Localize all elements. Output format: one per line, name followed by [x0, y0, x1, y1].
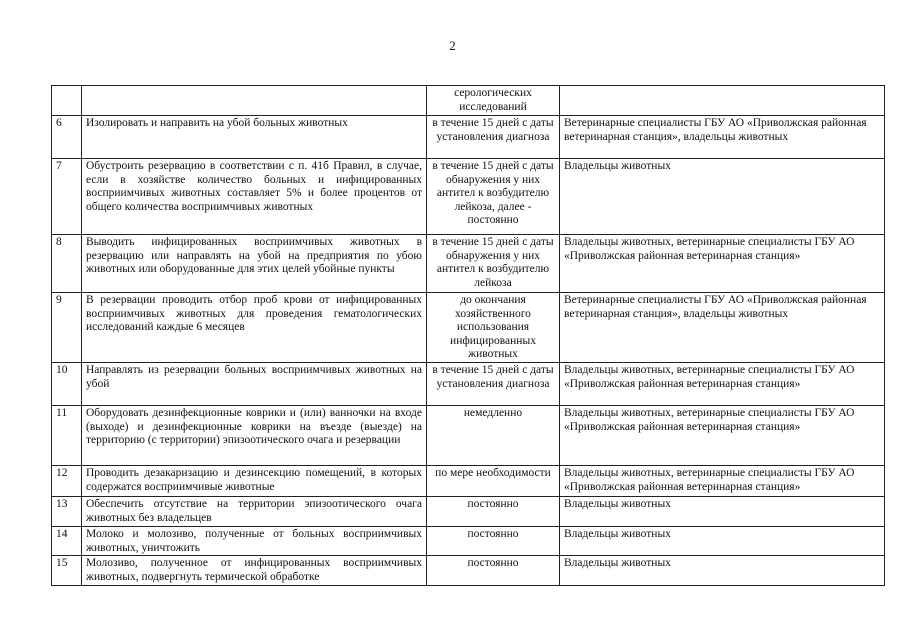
row-action: Молоко и молозиво, полученные от больных восприимчивых животных, уничтожить — [82, 526, 427, 555]
page-number: 2 — [449, 38, 456, 53]
row-action: Оборудовать дезинфекционные коврики и (или) ванночки на входе (выходе) и дезинфекционные коврики на въезде (выезде) на территорию (с территории) эпизоотического очага и резервации — [82, 405, 427, 465]
row-term: в течение 15 дней с даты установления диагноза — [427, 362, 560, 405]
row-number: 8 — [52, 235, 82, 293]
table-row — [52, 293, 885, 363]
row-term: по мере необходимости — [427, 465, 560, 496]
row-term: в течение 15 дней с даты обнаружения у них антител к возбудителю лейкоза, далее - постоянно — [427, 159, 560, 235]
row-term: до окончания хозяйственного использования инфицированных животных — [427, 293, 560, 363]
row-responsible: Ветеринарные специалисты ГБУ АО «Приволжская районная ветеринарная станция», владельцы животных — [560, 293, 885, 363]
table-row — [52, 235, 885, 293]
row-term: немедленно — [427, 405, 560, 465]
row-action: Обустроить резервацию в соответствии с п. 41б Правил, в случае, если в хозяйстве количество больных и инфицированных восприимчивых животных составляет 5% и более процентов от общего количества восприимчивых животных — [82, 159, 427, 235]
row-responsible: Владельцы животных — [560, 556, 885, 586]
row-term: постоянно — [427, 526, 560, 555]
row-responsible: Владельцы животных — [560, 496, 885, 526]
row-term: в течение 15 дней с даты обнаружения у них антител к возбудителю лейкоза — [427, 235, 560, 293]
row-action: Изолировать и направить на убой больных животных — [82, 116, 427, 159]
row-term: в течение 15 дней с даты установления диагноза — [427, 116, 560, 159]
row-responsible: Владельцы животных, ветеринарные специалисты ГБУ АО «Приволжская районная ветеринарная станция» — [560, 362, 885, 405]
row-action: Обеспечить отсутствие на территории эпизоотического очага животных без владельцев — [82, 496, 427, 526]
row-term: постоянно — [427, 556, 560, 586]
row-number: 9 — [52, 293, 82, 363]
row-responsible: Ветеринарные специалисты ГБУ АО «Приволжская районная ветеринарная станция», владельцы животных — [560, 116, 885, 159]
row-action — [82, 86, 427, 116]
row-action: Выводить инфицированных восприимчивых животных в резервацию или направлять на убой на предприятия по убою животных или оборудованные для этих целей убойные пункты — [82, 235, 427, 293]
measures-table — [51, 85, 885, 586]
row-term: постоянно — [427, 496, 560, 526]
row-action: В резервации проводить отбор проб крови от инфицированных восприимчивых животных для проведения гематологических исследований каждые 6 месяцев — [82, 293, 427, 363]
row-action: Проводить дезакаризацию и дезинсекцию помещений, в которых содержатся восприимчивые животные — [82, 465, 427, 496]
row-responsible: Владельцы животных — [560, 159, 885, 235]
table-row — [52, 86, 885, 116]
row-action: Молозиво, полученное от инфицированных восприимчивых животных, подвергнуть термической обработке — [82, 556, 427, 586]
row-responsible: Владельцы животных, ветеринарные специалисты ГБУ АО «Приволжская районная ветеринарная станция» — [560, 405, 885, 465]
row-number: 15 — [52, 556, 82, 586]
table-row — [52, 556, 885, 586]
table-row — [52, 526, 885, 555]
row-action: Направлять из резервации больных восприимчивых животных на убой — [82, 362, 427, 405]
row-number: 10 — [52, 362, 82, 405]
row-number: 7 — [52, 159, 82, 235]
row-term: серологических исследований — [427, 86, 560, 116]
table-row — [52, 496, 885, 526]
table-row — [52, 116, 885, 159]
row-responsible: Владельцы животных, ветеринарные специалисты ГБУ АО «Приволжская районная ветеринарная станция» — [560, 465, 885, 496]
row-number: 13 — [52, 496, 82, 526]
table-row — [52, 362, 885, 405]
row-number: 12 — [52, 465, 82, 496]
row-responsible: Владельцы животных, ветеринарные специалисты ГБУ АО «Приволжская районная ветеринарная станция» — [560, 235, 885, 293]
table-row — [52, 465, 885, 496]
row-responsible: Владельцы животных — [560, 526, 885, 555]
row-responsible — [560, 86, 885, 116]
row-number: 11 — [52, 405, 82, 465]
table-row — [52, 159, 885, 235]
table-row — [52, 405, 885, 465]
row-number: 14 — [52, 526, 82, 555]
row-number: 6 — [52, 116, 82, 159]
row-number — [52, 86, 82, 116]
